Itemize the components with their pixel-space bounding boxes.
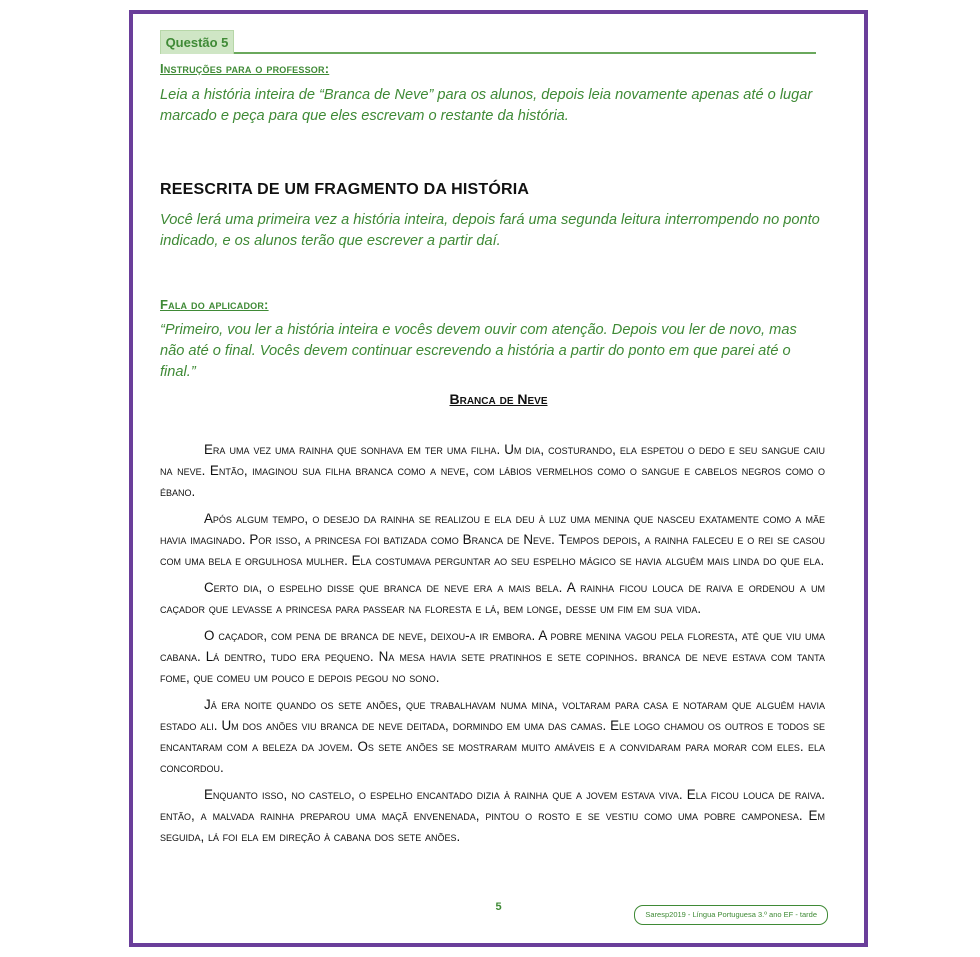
- question-header: [160, 30, 816, 54]
- story-title: Branca de Neve: [449, 391, 548, 407]
- teacher-instructions-text: Leia a história inteira de “Branca de Neve” para os alunos, depois leia novamente apenas até o lugar marcado e peça para que eles escrevam o restante da história.: [160, 87, 813, 124]
- teacher-instructions-label: Instruções para o professor:: [160, 61, 330, 76]
- section-title: REESCRITA DE UM FRAGMENTO DA HISTÓRIA: [160, 181, 530, 198]
- page-number: 5: [495, 901, 502, 913]
- story-paragraph: Após algum tempo, o desejo da rainha se realizou e ela deu à luz uma menina que nasceu exatamente como a mãe havia imaginado. Por isso, a princesa foi batizada como Branca de Neve. Tempos depois, a rainha faleceu e o rei se casou com uma bela e orgulhosa mulher. Ela costumava perguntar ao seu espelho mágico se havia alguém mais linda do que ela.: [160, 511, 825, 568]
- story-paragraph: Enquanto isso, no castelo, o espelho encantado dizia à rainha que a jovem estava viva. Ela ficou louca de raiva. então, a malvada rainha preparou uma maçã envenenada, pintou o rosto e se vestiu como uma pobre camponesa. Em seguida, lá foi ela em direção à cabana dos sete anões.: [160, 787, 825, 844]
- section-text: Você lerá uma primeira vez a história inteira, depois fará uma segunda leitura interrompendo no ponto indicado, e os alunos terão que escrever a partir daí.: [160, 212, 820, 249]
- story-paragraph: Certo dia, o espelho disse que branca de neve era a mais bela. A rainha ficou louca de raiva e ordenou a um caçador que levasse a princesa para passear na floresta e lá, bem longe, desse um fim em sua vida.: [160, 580, 825, 616]
- story-paragraph: Já era noite quando os sete anões, que trabalhavam numa mina, voltaram para casa e notaram que alguém havia estado ali. Um dos anões viu branca de neve deitada, dormindo em uma das camas. Ele logo chamou os outros e todos se encantaram com a beleza da jovem. Os sete anões se mostraram muito amáveis e a convidaram para morar com eles. ela concordou.: [160, 697, 825, 775]
- applicator-speech-label: Fala do aplicador:: [160, 297, 269, 312]
- question-header-rule: [234, 52, 816, 54]
- applicator-speech-text: “Primeiro, vou ler a história inteira e vocês devem ouvir com atenção. Depois vou ler de novo, mas não até o final. Vocês devem continuar escrevendo a história a partir do ponto em que parei até o final.”: [160, 322, 797, 380]
- story-paragraph: Era uma vez uma rainha que sonhava em ter uma filha. Um dia, costurando, ela espetou o dedo e seu sangue caiu na neve. Então, imaginou sua filha branca como a neve, com lábios vermelhos como o sangue e cabelos negros como o ébano.: [160, 442, 825, 499]
- story-body: [160, 439, 825, 853]
- story-paragraph: O caçador, com pena de branca de neve, deixou-a ir embora. A pobre menina vagou pela floresta, até que viu uma cabana. Lá dentro, tudo era pequeno. Na mesa havia sete pratinhos e sete copinhos. branca de neve estava com tanta fome, que comeu um pouco e depois pegou no sono.: [160, 628, 825, 685]
- question-tab: Questão 5: [160, 30, 234, 54]
- document-page: [129, 10, 868, 947]
- footer-badge: Saresp2019 - Língua Portuguesa 3.º ano EF - tarde: [634, 905, 828, 925]
